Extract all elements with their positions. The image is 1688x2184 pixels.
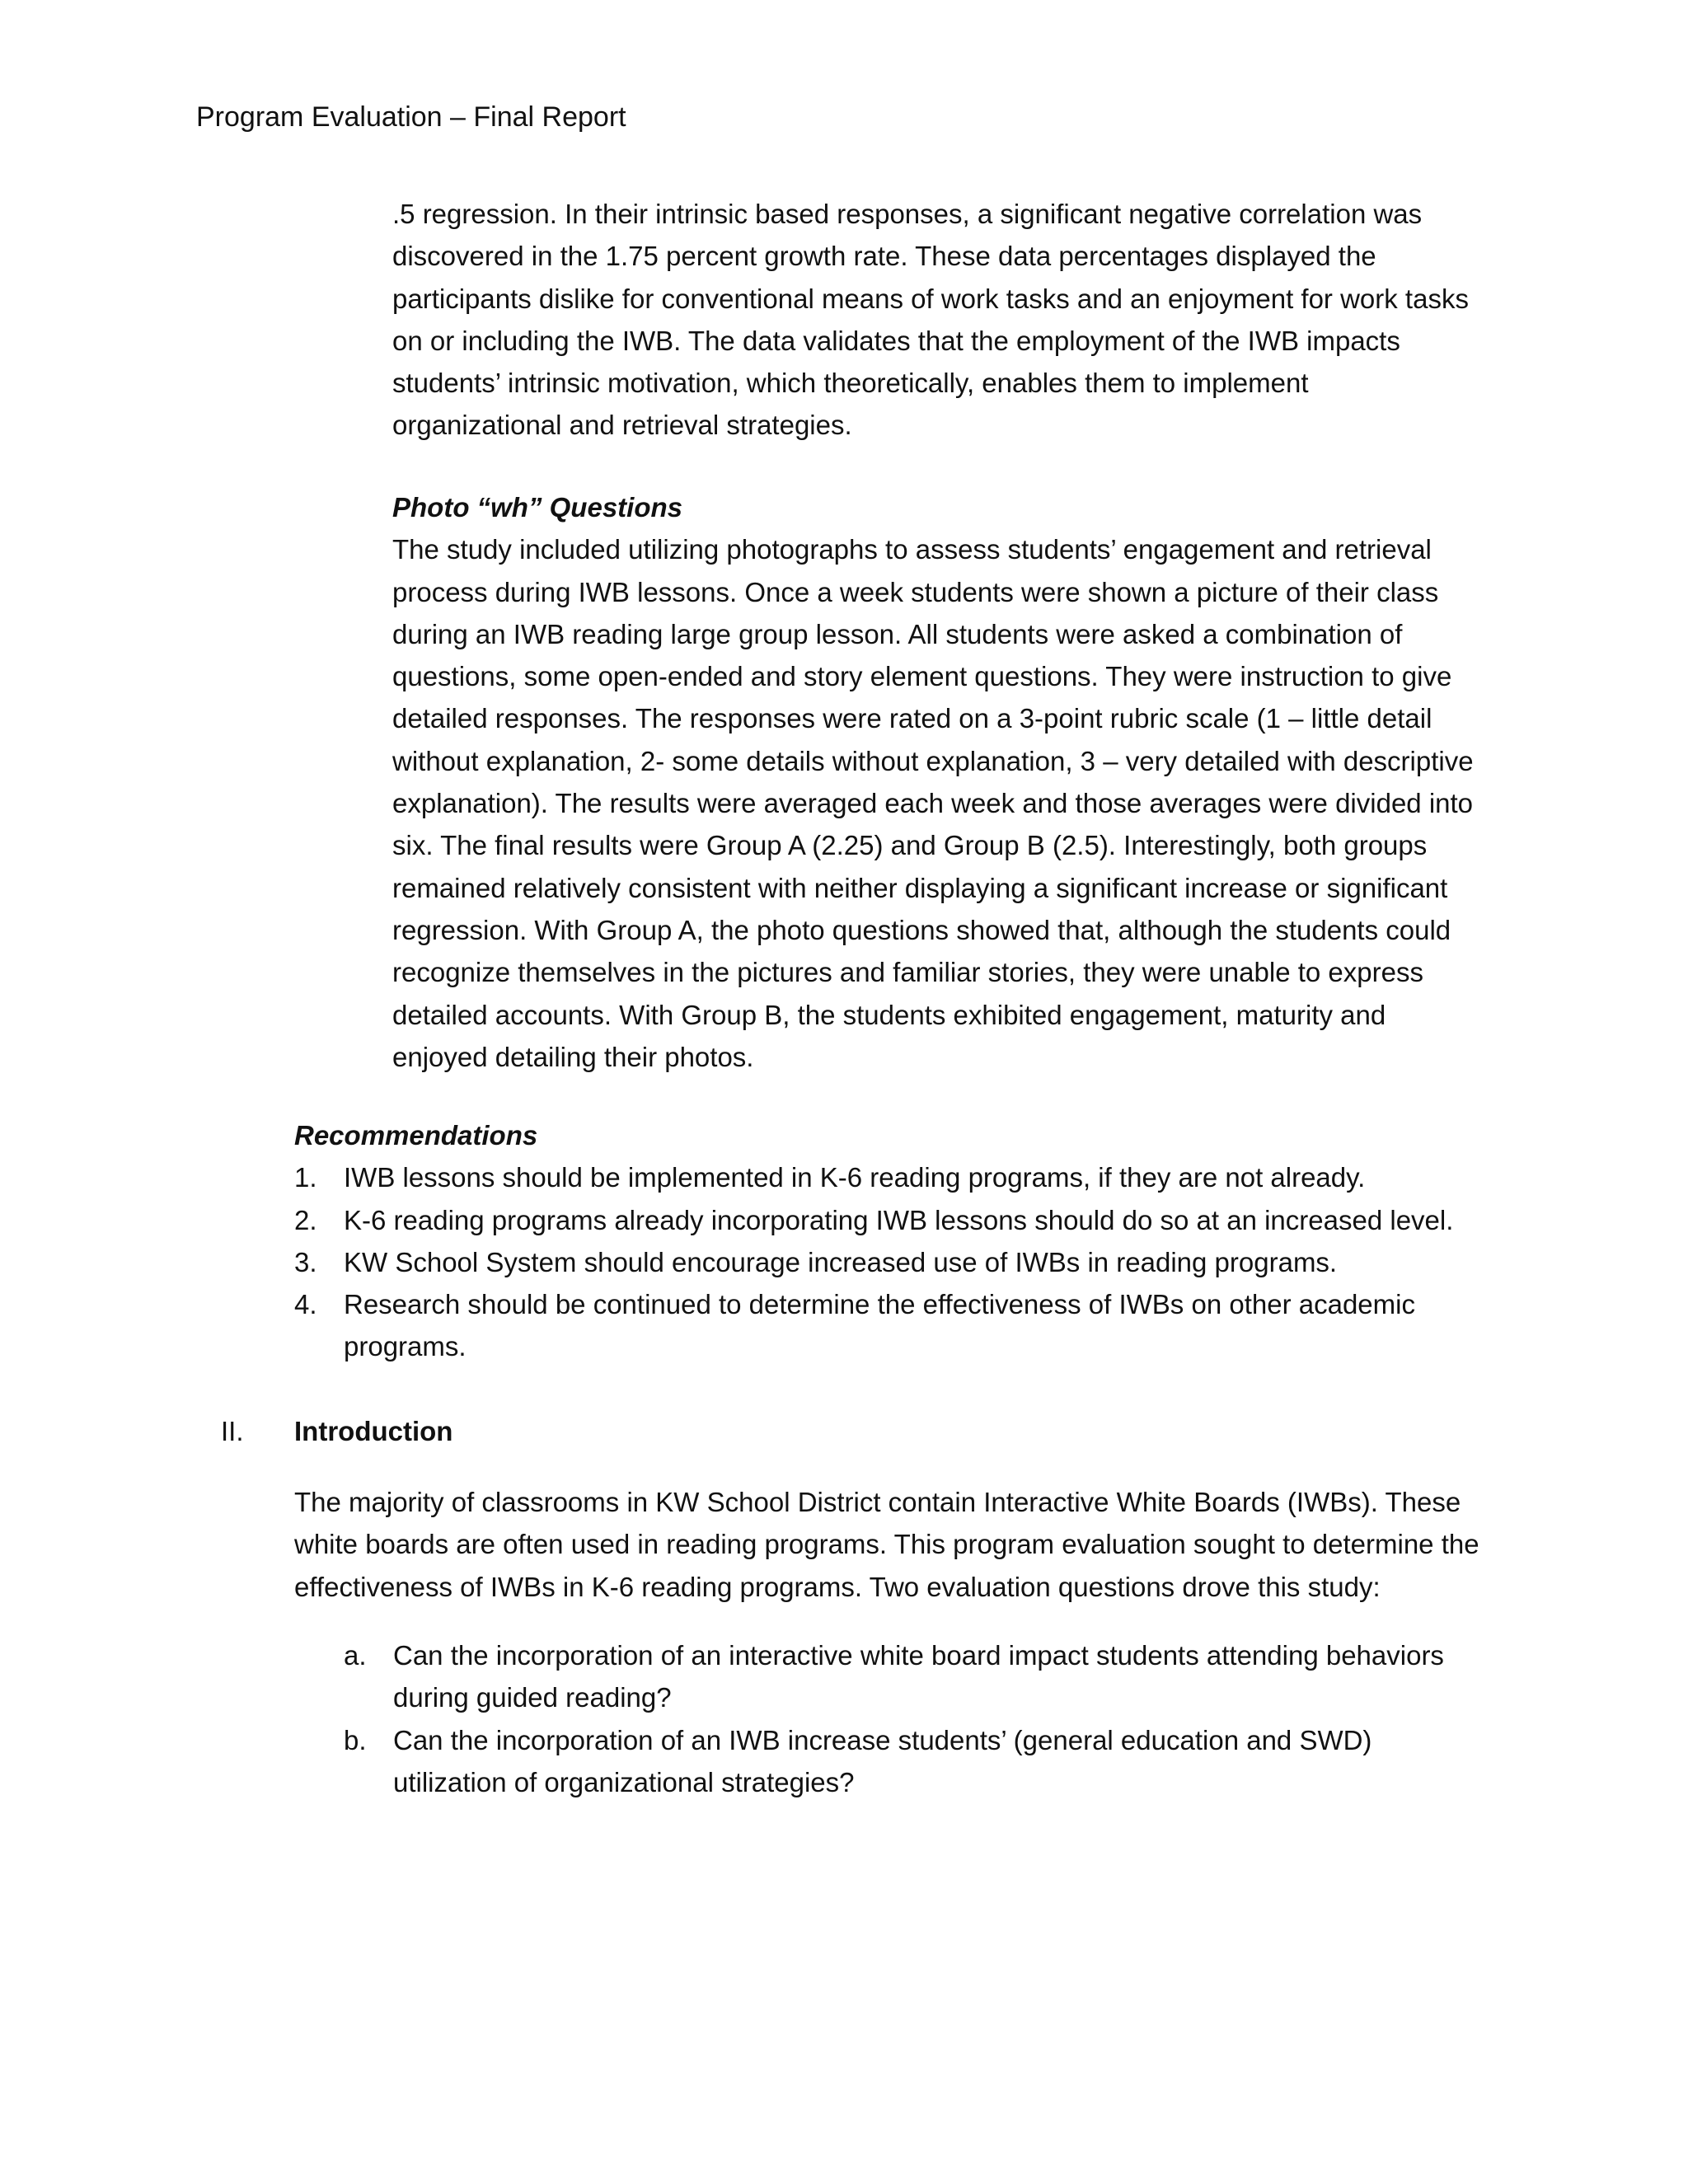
section-title-introduction: Introduction xyxy=(294,1416,453,1446)
list-item-number: 4. xyxy=(294,1289,317,1320)
list-item xyxy=(294,1199,1481,1241)
carryover-paragraph: .5 regression. In their intrinsic based responses, a significant negative correlation was discovered in the 1.75 percent growth rate. These data percentages displayed the participants dislike for conventional means of work tasks and an enjoyment for work tasks on or including the IWB. The data validates that the employment of the IWB impacts students’ intrinsic motivation, which theoretically, enables them to implement organizational and retrieval strategies. xyxy=(392,199,1469,441)
introduction-paragraph: The majority of classrooms in KW School District contain Interactive White Boards (IWBs). These white boards are often used in reading programs. This program evaluation sought to determine the effectiveness of IWBs in K-6 reading programs. Two evaluation questions drove this study: xyxy=(294,1487,1479,1602)
photo-questions-heading: Photo “wh” Questions xyxy=(392,492,682,523)
list-item xyxy=(344,1719,1481,1804)
list-item xyxy=(294,1241,1481,1283)
recommendations-heading: Recommendations xyxy=(294,1120,538,1151)
evaluation-questions xyxy=(344,1634,1481,1803)
list-item-text: IWB lessons should be implemented in K-6 reading programs, if they are not already. xyxy=(344,1162,1366,1193)
running-header: Program Evaluation – Final Report xyxy=(196,101,626,133)
list-item-label: a. xyxy=(344,1640,367,1671)
photo-questions-paragraph: The study included utilizing photographs to assess students’ engagement and retrieval process during IWB lessons. Once a week students were shown a picture of their class during an IWB reading large group lesson. All students were asked a combination of questions, some open-ended and story element questions. They were instruction to give detailed responses. The responses were rated on a 3-point rubric scale (1 – little detail without explanation, 2- some details without explanation, 3 – very detailed with descriptive explanation). The results were averaged each week and those averages were divided into six. The final results were Group A (2.25) and Group B (2.5). Interestingly, both groups remained relatively consistent with neither displaying a significant increase or significant regression. With Group A, the photo questions showed that, although the students could recognize themselves in the pictures and familiar stories, they were unable to express detailed accounts. With Group B, the students exhibited engagement, maturity and enjoyed detailing their photos. xyxy=(392,534,1474,1072)
list-item-number: 2. xyxy=(294,1204,317,1235)
list-item-number: 3. xyxy=(294,1246,317,1277)
list-item xyxy=(294,1283,1481,1368)
list-item-text: K-6 reading programs already incorporating IWB lessons should do so at an increased level. xyxy=(344,1204,1454,1235)
section-numeral: II. xyxy=(221,1416,244,1446)
introduction-section xyxy=(294,1481,1481,1608)
list-item xyxy=(344,1634,1481,1719)
evaluation-questions-list xyxy=(344,1634,1481,1803)
recommendations-list xyxy=(294,1156,1481,1367)
list-item-text: Can the incorporation of an IWB increase students’ (general education and SWD) utilization of organizational strategies? xyxy=(393,1724,1372,1797)
recommendations-section xyxy=(294,1114,1481,1368)
list-item-number: 1. xyxy=(294,1162,317,1193)
list-item-text: Research should be continued to determine the effectiveness of IWBs on other academic programs. xyxy=(344,1289,1415,1362)
list-item-text: Can the incorporation of an interactive white board impact students attending behaviors during guided reading? xyxy=(393,1640,1444,1713)
list-item-text: KW School System should encourage increased use of IWBs in reading programs. xyxy=(344,1246,1338,1277)
photo-questions-section xyxy=(392,486,1480,1078)
carryover-section xyxy=(392,193,1480,447)
list-item-label: b. xyxy=(344,1724,367,1755)
list-item xyxy=(294,1156,1481,1198)
